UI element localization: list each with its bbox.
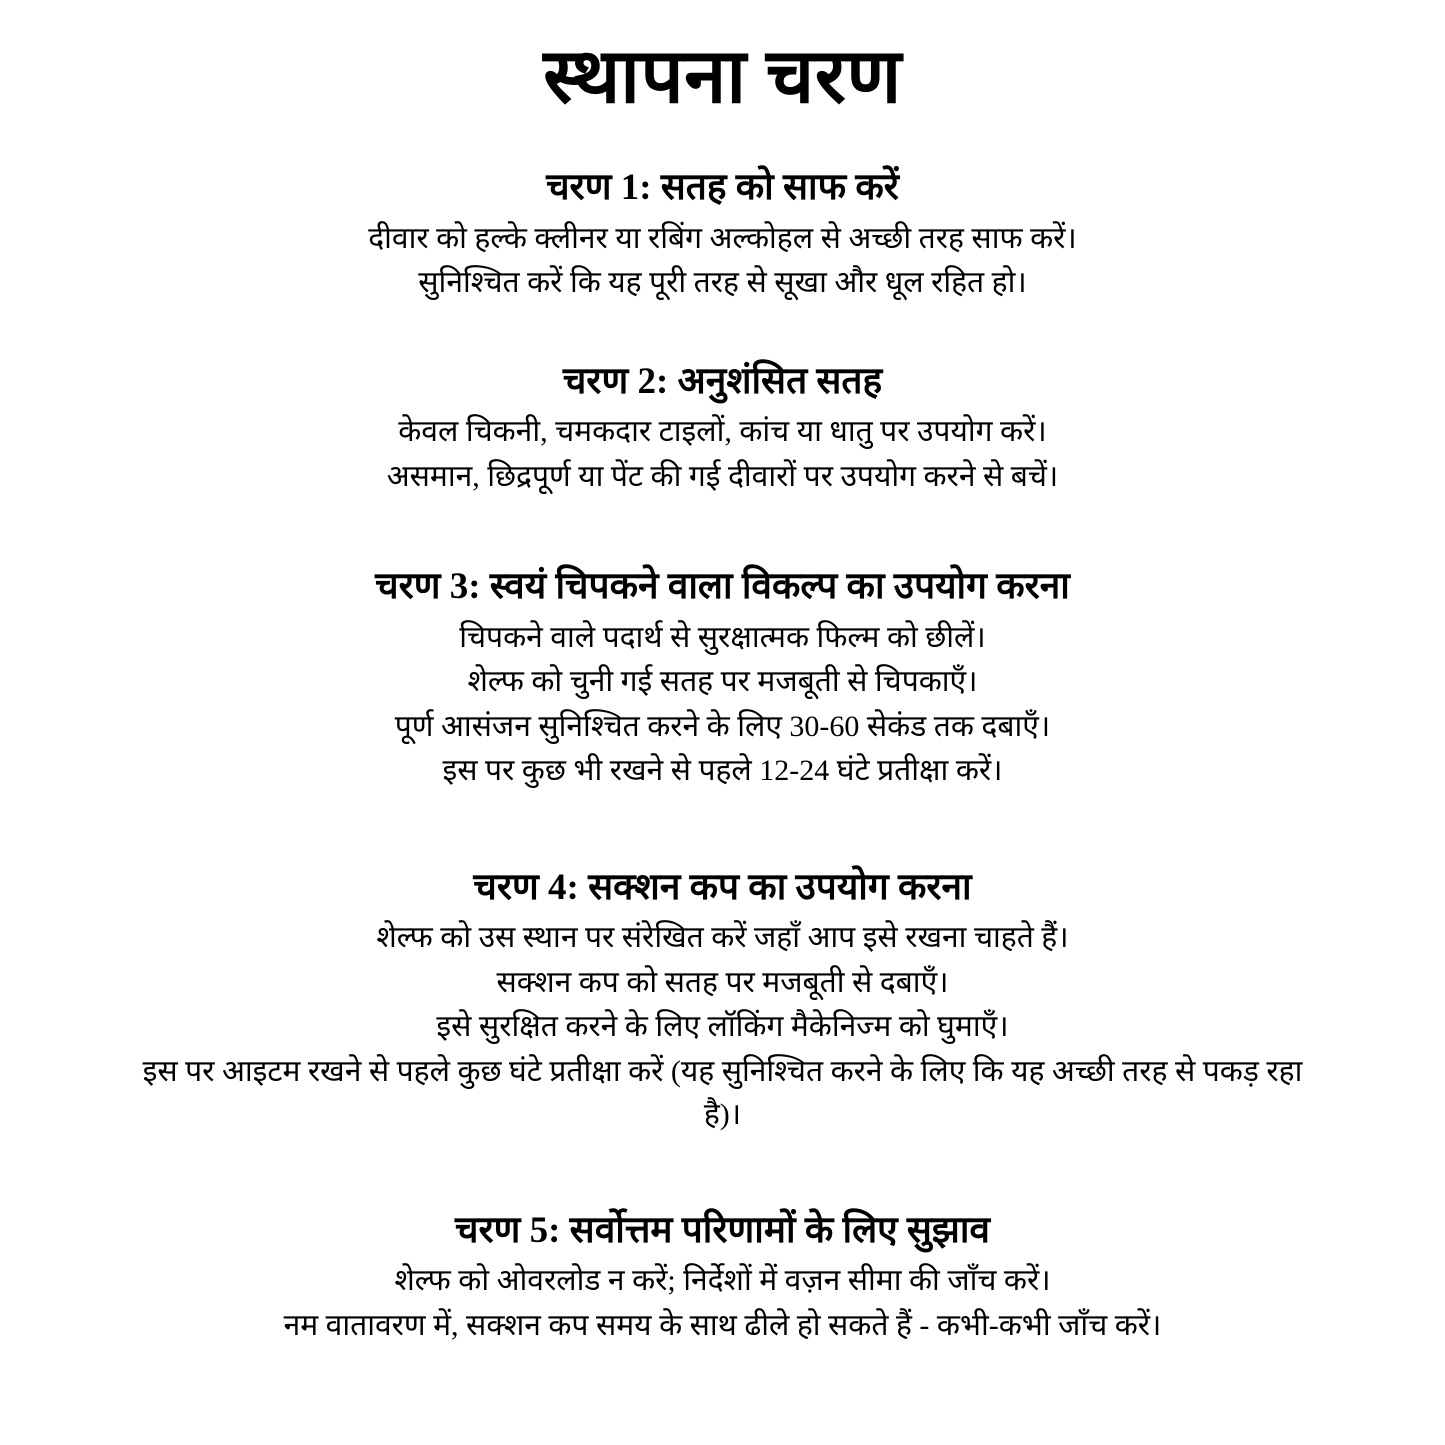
section-line: सुनिश्चित करें कि यह पूरी तरह से सूखा और धूल रहित हो। <box>418 266 1027 300</box>
section-heading-step-3: चरण 3: स्वयं चिपकने वाला विकल्प का उपयोग करना <box>375 566 1070 608</box>
section-step-1 <box>58 165 1387 304</box>
section-line: केवल चिकनी, चमकदार टाइलों, कांच या धातु पर उपयोग करें। <box>398 415 1047 449</box>
section-heading-step-5: चरण 5: सर्वोत्तम परिणामों के लिए सुझाव <box>454 1210 991 1252</box>
section-line: शेल्फ को ओवरलोड न करें; निर्देशों में वज़न सीमा की जाँच करें। <box>394 1264 1051 1298</box>
section-line: शेल्फ को उस स्थान पर संरेखित करें जहाँ आप इसे रखना चाहते हैं। <box>376 921 1069 955</box>
section-line: असमान, छिद्रपूर्ण या पेंट की गई दीवारों पर उपयोग करने से बचें। <box>386 459 1059 493</box>
section-step-4 <box>58 865 1387 1136</box>
section-body-step-1 <box>143 218 1303 305</box>
section-line: इस पर कुछ भी रखने से पहले 12-24 घंटे प्रतीक्षा करें। <box>442 754 1003 788</box>
section-line: शेल्फ को चुनी गई सतह पर मजबूती से चिपकाएँ। <box>467 665 978 699</box>
section-line: इसे सुरक्षित करने के लिए लॉकिंग मैकेनिज्म को घुमाएँ। <box>436 1010 1009 1044</box>
section-line: पूर्ण आसंजन सुनिश्चित करने के लिए 30-60 सेकंड तक दबाएँ। <box>394 709 1051 743</box>
section-line: चिपकने वाले पदार्थ से सुरक्षात्मक फिल्म को छीलें। <box>459 620 986 654</box>
section-body-step-5 <box>143 1260 1303 1347</box>
section-step-5 <box>58 1208 1387 1347</box>
section-body-step-4 <box>143 917 1303 1136</box>
section-heading-step-4: चरण 4: सक्शन कप का उपयोग करना <box>473 866 972 908</box>
section-line: सक्शन कप को सतह पर मजबूती से दबाएँ। <box>496 965 949 999</box>
section-heading-step-1: चरण 1: सतह को साफ करें <box>546 167 899 209</box>
section-step-3 <box>58 564 1387 793</box>
section-body-step-3 <box>143 617 1303 793</box>
section-line: इस पर आइटम रखने से पहले कुछ घंटे प्रतीक्षा करें (यह सुनिश्चित करने के लिए कि यह अच्छी तरह से पकड़ रहा है)। <box>142 1054 1303 1131</box>
section-body-step-2 <box>143 411 1303 498</box>
section-step-2 <box>58 359 1387 498</box>
section-heading-step-2: चरण 2: अनुशंसित सतह <box>562 360 883 402</box>
section-line: दीवार को हल्के क्लीनर या रबिंग अल्कोहल से अच्छी तरह साफ करें। <box>368 221 1077 255</box>
page-title: स्थापना चरण <box>543 35 902 119</box>
section-line: नम वातावरण में, सक्शन कप समय के साथ ढीले हो सकते हैं - कभी-कभी जाँच करें। <box>283 1308 1162 1342</box>
